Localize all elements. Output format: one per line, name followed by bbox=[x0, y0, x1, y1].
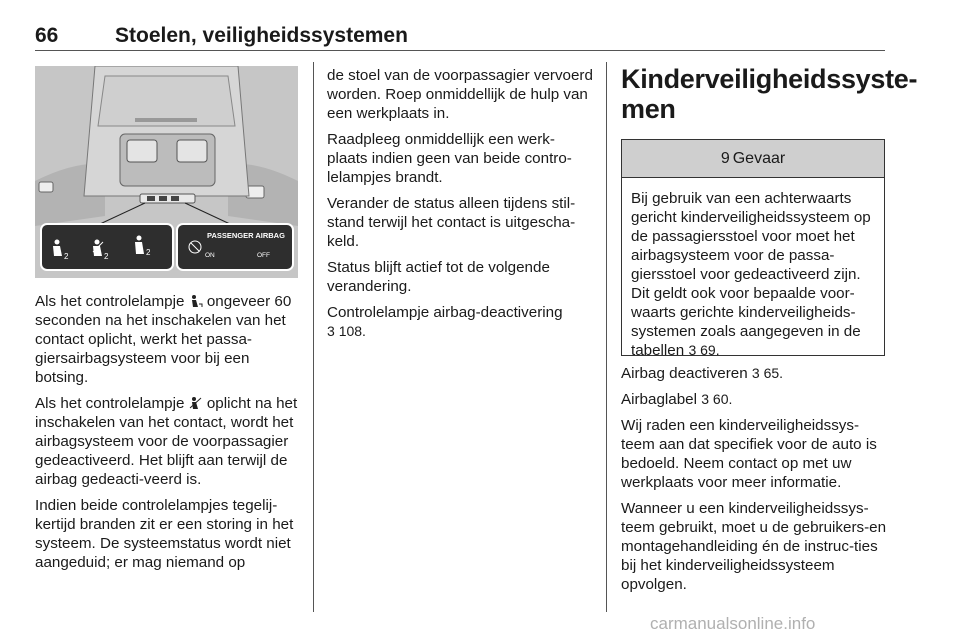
warning-title-bar bbox=[622, 140, 884, 178]
reference-symbol: 3 bbox=[701, 391, 710, 407]
reference-page: 108. bbox=[338, 323, 366, 339]
page-number: 66 bbox=[35, 24, 59, 47]
reference-page: 60. bbox=[712, 391, 733, 407]
page-title: Stoelen, veiligheidssystemen bbox=[115, 24, 408, 47]
text-run: Bij gebruik van een achterwaarts gericht kinderveiligheidssysteem op de passagiersstoel voor moet het airbagsysteem voor de passa-giersstoel voor gedeactiveerd zijn. Dit geldt ook voor bepaalde voor-waarts gerichte kinderveiligheids-systemen zoals aangegeven in de tabellen bbox=[631, 190, 871, 359]
column-3-text bbox=[621, 364, 887, 601]
paragraph bbox=[621, 390, 887, 409]
paragraph: Verander de status alleen tijdens stil-stand terwijl het contact is uitgescha-keld. bbox=[327, 195, 576, 250]
text-run: ongeveer 60 seconden na het inschakelen van het contact oplicht, werkt het passa-giersairbagsysteem voor bij een botsing. bbox=[35, 293, 292, 386]
overhead-console-figure bbox=[35, 66, 298, 278]
text-run: Als het controlelampje bbox=[35, 395, 189, 412]
text-run: oplicht na het inschakelen van het contact, wordt het airbagsysteem voor de voorpassagier gedeactiveerd. Het blijft aan terwijl de airbag gedeacti-veerd is. bbox=[35, 395, 298, 488]
paragraph: Status blijft actief tot de volgende verandering. bbox=[327, 259, 550, 295]
warning-body bbox=[622, 178, 884, 360]
overhead-console-illustration bbox=[35, 66, 298, 278]
paragraph: Raadpleeg onmiddellijk een werk-plaats indien geen van beide contro-lelampjes brandt. bbox=[327, 131, 572, 186]
column-2-text bbox=[327, 66, 595, 348]
paragraph bbox=[35, 394, 300, 489]
reference-symbol: 3 bbox=[688, 342, 697, 358]
warning-symbol: 9 bbox=[720, 149, 730, 167]
icon-subscript-3: 2 bbox=[146, 248, 151, 257]
header-rule bbox=[35, 50, 885, 51]
reference-page: 69. bbox=[700, 342, 720, 358]
airbag-off-indicator-icon bbox=[189, 396, 203, 410]
page-reference[interactable] bbox=[327, 323, 366, 339]
passenger-airbag-label: PASSENGER AIRBAG bbox=[207, 231, 285, 240]
airbag-off-label: OFF bbox=[257, 252, 270, 259]
column-divider-1 bbox=[313, 62, 314, 612]
paragraph: Indien beide controlelampjes tegelij-kertijd branden zit er een storing in het systeem. De systeemstatus wordt niet aangeduid; er mag niemand op bbox=[35, 497, 294, 571]
icon-subscript-2: 2 bbox=[104, 252, 109, 261]
heading-line: Kinderveiligheidssyste- bbox=[621, 64, 918, 94]
paragraph bbox=[327, 303, 595, 341]
paragraph: de stoel van de voorpassagier vervoerd worden. Roep onmiddellijk de hulp van een werkplaats in. bbox=[327, 67, 593, 122]
warning-box bbox=[621, 139, 885, 359]
text-run: Als het controlelampje bbox=[35, 293, 189, 310]
page-reference[interactable] bbox=[752, 365, 783, 381]
reference-page: 65. bbox=[763, 365, 784, 381]
airbag-on-label: ON bbox=[205, 252, 215, 259]
heading-line: men bbox=[621, 94, 676, 124]
paragraph: Wanneer u een kinderveiligheidssys-teem gebruikt, moet u de gebruikers-en montagehandleiding én de instruc-ties bij het kinderveiligheidssysteem opvolgen. bbox=[621, 500, 887, 593]
warning-title: Gevaar bbox=[732, 149, 786, 167]
column-divider-2 bbox=[606, 62, 607, 612]
airbag-on-indicator-icon bbox=[189, 294, 203, 308]
paragraph: Wij raden een kinderveiligheidssys-teem aan dat specifiek voor de auto is bedoeld. Neem contact op met uw werkplaats voor meer informatie. bbox=[621, 417, 877, 491]
page-reference[interactable] bbox=[701, 391, 732, 407]
reference-symbol: 3 bbox=[327, 323, 335, 339]
page-reference[interactable] bbox=[688, 342, 719, 358]
paragraph bbox=[621, 364, 887, 383]
paragraph bbox=[35, 292, 300, 387]
reference-symbol: 3 bbox=[751, 365, 760, 381]
column-1-text bbox=[35, 292, 300, 579]
text-run: Airbaglabel bbox=[621, 391, 697, 408]
section-heading bbox=[621, 64, 918, 124]
text-run: Controlelampje airbag-deactivering bbox=[327, 304, 563, 321]
watermark: carmanualsonline.info bbox=[650, 614, 816, 633]
text-run: Airbag deactiveren bbox=[621, 365, 748, 382]
icon-subscript-1: 2 bbox=[64, 252, 69, 261]
